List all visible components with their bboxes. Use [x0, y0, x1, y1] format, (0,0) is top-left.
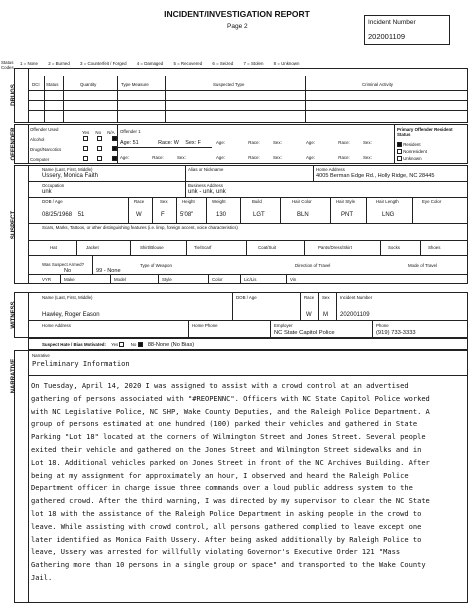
- narrative-line: leave. While assisting with crowd control, all persons gathered complied to leave except one: [31, 521, 422, 531]
- clothing-coat: Coat/Suit: [258, 245, 277, 250]
- blank-age-label: Age:: [216, 155, 226, 160]
- offender-used-label: Offender Used: [30, 127, 59, 132]
- computer-yes-checkbox[interactable]: [83, 156, 88, 161]
- narrative-section-label: NARRATIVE: [11, 358, 17, 394]
- clothing-tie: Tie/Scarf: [194, 245, 212, 250]
- status-code: 2 = Burned: [48, 61, 70, 66]
- offender-number-label: Offender 1: [120, 129, 141, 134]
- blank-age-label: Age:: [306, 155, 316, 160]
- vehicle-col-make: Make: [64, 277, 75, 282]
- narrative-line: leave, Ussery was arrested for willfully violating Governor's Executive Order 121 "Mass: [31, 547, 401, 557]
- drugs-col-suspected-type: Suspected Type: [213, 82, 245, 87]
- suspect-name-label: Name (Last, First, Middle): [42, 167, 93, 172]
- nonresident-option[interactable]: [397, 149, 427, 154]
- narrative-line: gathered crowd. After the third warning, I was directed by my supervisor to clear the NC State: [31, 496, 430, 506]
- clothing-shirt: Shirt/Blouse: [140, 245, 164, 250]
- narrative-line: lot 18 with the assistance of the Raleigh Police Department in asking people in the crowd to: [31, 508, 422, 518]
- hate-no-checkbox[interactable]: [138, 342, 143, 347]
- offender-sex-label: Sex:: [185, 140, 197, 146]
- narrative-line: Gathering more than 10 persons in a single group or space" and transported to the Wake County: [31, 560, 426, 570]
- yes-header: Yes: [82, 130, 90, 135]
- eye-color-label: Eye Color: [422, 199, 442, 204]
- blank-age-label: Age:: [216, 140, 226, 145]
- computer-na-checkbox[interactable]: [112, 156, 117, 161]
- offender-sex: F: [197, 140, 201, 146]
- suspect-sex: F: [161, 212, 165, 218]
- offender-1-demographics: [120, 140, 201, 147]
- drugs-section-label: DRUGS: [11, 84, 17, 106]
- narrative-heading: Preliminary Information: [32, 359, 130, 368]
- home-address-label: Home Address: [316, 167, 345, 172]
- occupation-label: Occupation: [42, 183, 65, 188]
- incident-number-value: 202001109: [368, 32, 405, 41]
- offender-2-slot: [216, 140, 282, 145]
- witness-name-label: Name (Last, First, Middle): [42, 295, 93, 300]
- hate-yes-label: Yes: [111, 342, 119, 347]
- hate-bias-label: Suspect Hate / Bias Motivated:: [42, 342, 106, 347]
- vehicle-col-vyr: VYR: [42, 277, 52, 282]
- clothing-hat: Hat: [50, 245, 57, 250]
- offender-age-label: Age:: [120, 140, 132, 146]
- sex-label: Sex: [160, 199, 168, 204]
- resident-option[interactable]: [397, 142, 421, 147]
- suspect-dob: [42, 212, 84, 219]
- suspect-height: 5'08": [180, 212, 194, 218]
- witness-name: Hawley, Roger Eason: [42, 312, 100, 318]
- report-title: INCIDENT/INVESTIGATION REPORT: [164, 9, 310, 19]
- blank-sex-label: Sex:: [363, 140, 372, 145]
- occupation: unk: [42, 189, 52, 195]
- narrative-line: with NC Legislative Police, NC SHP, Wake County Deputies, and the Raleigh Police Department. A: [31, 406, 430, 416]
- narrative-body: [31, 380, 430, 585]
- witness-incident: 202001109: [340, 312, 370, 318]
- status-code: 4 = Damaged: [136, 61, 164, 66]
- scars-label: Scars, Marks, Tattoos, or other distinguishing features (i.e. limp, foreign accent, voice characteristics): [42, 225, 238, 230]
- drugs-col-type-measure: Type Measure: [121, 82, 149, 87]
- narrative-line: group of persons estimated at one hundred (100) parked their vehicles and gathered in State: [31, 419, 418, 429]
- offender-4-slot: [120, 155, 186, 160]
- offender-item-drugs: Drugs/Narcotics: [30, 147, 62, 152]
- status-codes-label: Status Codes: [1, 60, 14, 70]
- hair-length-label: Hair Length: [376, 199, 399, 204]
- clothing-jacket: Jacket: [86, 245, 99, 250]
- blank-race-label: Race:: [338, 140, 350, 145]
- vehicle-col-color: Color: [212, 277, 223, 282]
- offender-race-label: Race:: [158, 140, 173, 146]
- witness-section-label: WITNESS: [11, 301, 17, 329]
- witness-emp-phone-label: Phone: [376, 323, 389, 328]
- narrative-line: On Tuesday, April 14, 2020 I was assigned to assist with a crowd control at an advertised: [31, 381, 409, 390]
- blank-sex-label: Sex:: [273, 140, 282, 145]
- blank-sex-label: Sex:: [273, 155, 282, 160]
- mode-label: Mode of Travel: [408, 263, 438, 268]
- vehicle-col-style: Style: [162, 277, 172, 282]
- status-code: 5 = Recovered: [173, 61, 203, 66]
- blank-race-label: Race:: [248, 155, 260, 160]
- unknown-checkbox[interactable]: [397, 156, 402, 161]
- age-value: 51: [77, 212, 85, 218]
- witness-race-label: Race: [304, 295, 315, 300]
- witness-address-label: Home Address: [42, 323, 71, 328]
- hate-bias: [42, 342, 194, 348]
- suspect-weight: 130: [216, 212, 227, 218]
- height-label: Height: [182, 199, 195, 204]
- clothing-socks: Socks: [388, 245, 400, 250]
- status-code: 6 = Seized: [212, 61, 234, 66]
- offender-race: W: [173, 140, 179, 146]
- hate-no-label: No: [130, 342, 137, 347]
- narrative-line: Department officer in charge issue three commands over a loud public address system to the: [31, 483, 413, 493]
- primary-offender-title: Primary Offender Resident Status: [397, 127, 453, 137]
- hate-yes-checkbox[interactable]: [119, 342, 124, 347]
- unknown-option[interactable]: [397, 156, 422, 161]
- hair-style-label: Hair Style: [336, 199, 356, 204]
- direction-label: Direction of Travel: [295, 263, 331, 268]
- clothing-pants: Pants/Dress/Skirt: [318, 245, 352, 250]
- hair-color-label: Hair Color: [292, 199, 312, 204]
- business-address-label: Business Address: [188, 183, 223, 188]
- armed-label: Was Suspect Armed?: [42, 262, 85, 267]
- race-label: Race: [134, 199, 145, 204]
- offender-section-label: OFFENDER: [11, 127, 17, 161]
- witness-dob-label: DOB / Age: [236, 295, 257, 300]
- build-label: Build: [252, 199, 262, 204]
- alias-label: Alias or Nickname: [188, 167, 224, 172]
- hate-bias-value: 88-None (No Bias): [147, 342, 195, 348]
- drugs-col-dci: DCI: [32, 82, 40, 87]
- status-code: 8 = Unknown: [273, 61, 300, 66]
- blank-sex-label: Sex:: [177, 155, 186, 160]
- suspect-hair-length: LNG: [382, 212, 395, 218]
- status-code: 3 = Counterfeit / Forged: [80, 61, 127, 66]
- computer-no-checkbox[interactable]: [97, 156, 102, 161]
- blank-race-label: Race:: [338, 155, 350, 160]
- dob-label: DOB / Age: [42, 199, 63, 204]
- narrative-line: later identified as Monica Faith Ussery. After being asked additionally by Raleigh Police to: [31, 534, 422, 544]
- weapon-label: Type of Weapon: [140, 263, 172, 268]
- clothing-shoes: Shoes: [428, 245, 441, 250]
- narrative-line: being at my assignment for approximately an hour, I observed and heard the Raleigh Police: [31, 470, 409, 480]
- drugs-col-criminal-activity: Criminal Activity: [362, 82, 393, 87]
- nonresident-checkbox[interactable]: [397, 149, 402, 154]
- witness-employer: NC State Capitol Police: [274, 330, 335, 336]
- resident-checkbox[interactable]: [397, 142, 402, 147]
- dob-value: 08/25/1968: [42, 212, 73, 218]
- narrative-label: Narrative: [32, 353, 50, 358]
- narrative-line: gathering of persons associated with "#REOPENNC". Officers with NC State Capitol Police worked: [31, 393, 430, 403]
- home-address: 4005 Berman Edge Rd., Holly Ridge, NC 28445: [316, 173, 435, 179]
- offender-6-slot: [306, 155, 372, 160]
- vehicle-col-lic: Lic/Lis: [244, 277, 257, 282]
- incident-number-label: Incident Number: [368, 19, 416, 26]
- na-header: N/A: [107, 130, 115, 135]
- suspect-race: W: [136, 212, 142, 218]
- narrative-line: Jail.: [31, 572, 53, 582]
- nonresident-label: Nonresident: [403, 149, 427, 154]
- witness-race: W: [306, 312, 312, 318]
- status-code: 7 = Stolen: [243, 61, 264, 66]
- suspect-name: Ussery, Monica Faith: [42, 173, 98, 179]
- suspect-hair-color: BLN: [297, 212, 309, 218]
- drugs-col-status: Status: [46, 82, 59, 87]
- drugs-col-quantity: Quantity: [80, 82, 97, 87]
- resident-label: Resident: [403, 142, 421, 147]
- blank-age-label: Age:: [120, 155, 130, 160]
- offender-5-slot: [216, 155, 282, 160]
- blank-sex-label: Sex:: [363, 155, 372, 160]
- narrative-line: Lot 18. Additional vehicles parked on Jones Street in front of the NC Archives Building. After: [31, 457, 430, 467]
- suspect-section-label: SUSPECT: [11, 210, 17, 240]
- business-address: unk - unk, unk: [188, 189, 226, 195]
- witness-phone-label: Home Phone: [192, 323, 218, 328]
- unknown-label: Unknown: [403, 156, 422, 161]
- drugs-section: [14, 68, 468, 123]
- witness-incident-label: Incident Number: [340, 295, 373, 300]
- status-codes-list: [20, 61, 299, 66]
- vehicle-col-vin: Vin: [290, 277, 297, 282]
- weight-label: Weight: [212, 199, 226, 204]
- offender-age: 51: [132, 140, 139, 146]
- page-number: Page 2: [227, 23, 248, 30]
- suspect-weapon: 99 - None: [96, 268, 121, 274]
- drugs-na-checkbox[interactable]: [112, 146, 117, 151]
- offender-item-computer: Computer: [30, 157, 50, 162]
- blank-race-label: Race:: [152, 155, 164, 160]
- no-header: No: [95, 130, 102, 135]
- suspect-hair-style: PNT: [341, 212, 353, 218]
- narrative-line: exited their vehicle and gathered on the Jones Street and Wilmington Street sidewalks and in: [31, 444, 422, 454]
- witness-emp-phone: (919) 733-3333: [376, 330, 416, 336]
- offender-used-headers: [82, 130, 115, 135]
- narrative-line: Parking "Lot 18" located at the corners of Wilmington Street and Jones Street. Several people: [31, 432, 426, 442]
- suspect-build: LGT: [253, 212, 265, 218]
- witness-sex: M: [323, 312, 328, 318]
- vehicle-col-model: Model: [114, 277, 126, 282]
- blank-age-label: Age:: [306, 140, 316, 145]
- alcohol-na-checkbox[interactable]: [112, 136, 117, 141]
- blank-race-label: Race:: [248, 140, 260, 145]
- witness-employer-label: Employer: [274, 323, 293, 328]
- suspect-armed: No: [64, 268, 72, 274]
- offender-item-alcohol: Alcohol: [30, 137, 45, 142]
- witness-sex-label: Sex: [322, 295, 330, 300]
- status-code: 1 = None: [20, 61, 38, 66]
- offender-3-slot: [306, 140, 372, 145]
